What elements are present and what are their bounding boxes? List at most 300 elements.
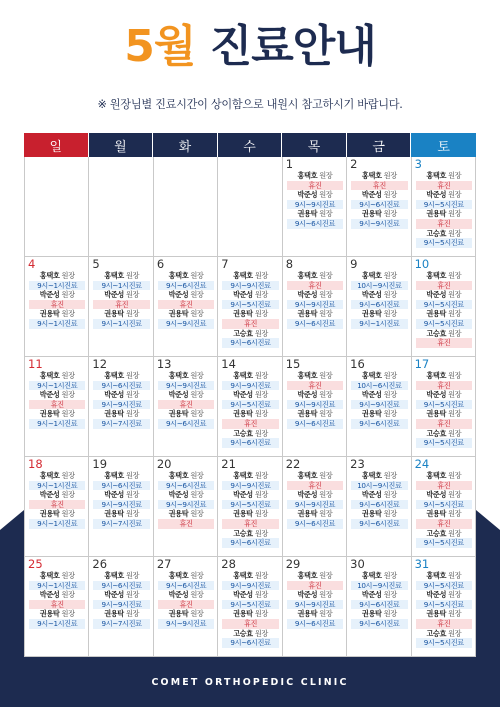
doctor-title: 원장 [125,290,140,300]
day-number: 1 [285,157,294,171]
doctor-title: 원장 [125,590,140,600]
day-number: 28 [221,557,236,571]
doctor-name-text: 박준성 [168,290,189,300]
day-off-badge: 휴진 [287,281,343,291]
day-number: 20 [156,457,172,471]
clinic-hours-badge: 9시~5시진료 [222,300,278,310]
day-off-badge: 휴진 [416,338,472,348]
doctor-title: 원장 [190,590,204,600]
doctor-title: 원장 [254,309,268,319]
doctor-title: 원장 [448,490,462,500]
day-number: 23 [350,457,365,471]
doctor-name [350,309,408,319]
doctor-title: 원장 [61,571,75,580]
calendar-day-cell [154,557,218,657]
doctor-title: 원장 [319,290,333,300]
calendar-day-cell [347,457,411,557]
doctor-name [28,309,86,319]
doctor-title: 원장 [383,390,397,400]
doctor-name-text: 박준성 [426,390,446,400]
doctor-name [157,609,215,619]
day-off-badge: 휴진 [416,381,472,391]
doctor-title: 원장 [383,609,397,619]
day-off-badge: 휴진 [416,219,472,229]
doctor-title: 원장 [190,371,204,380]
calendar-day-cell [283,257,347,357]
doctor-name [92,371,150,381]
doctor-name-text: 박준성 [297,590,318,600]
day-off-badge: 휴진 [222,519,278,529]
doctor-name [350,271,408,281]
calendar [24,133,476,683]
weekday-sunday: 일 [24,133,89,157]
doctor-name-text: 박준성 [297,290,318,300]
clinic-hours-badge: 9시~9시진료 [222,281,278,291]
calendar-day-cell [283,357,347,457]
doctor-title: 원장 [254,609,268,619]
doctor-name-text: 박준성 [426,490,446,500]
doctor-name-text: 박준성 [39,490,60,500]
doctor-name-text: 권용탁 [297,309,318,319]
doctor-title: 원장 [448,390,462,400]
doctor-name [286,490,344,500]
clinic-hours-badge: 9시~6시진료 [93,381,149,391]
doctor-name-text: 박준성 [168,490,189,500]
doctor-title: 원장 [383,209,397,219]
doctor-title: 원장 [383,290,397,300]
doctor-name [286,609,344,619]
clinic-hours-badge: 9시~9시진료 [158,619,214,629]
doctor-name [415,490,473,500]
doctor-name-text: 권용탁 [168,509,189,519]
clinic-hours-badge: 9시~9시진료 [158,381,214,391]
day-off-badge: 휴진 [287,181,343,191]
doctor-name [415,209,473,219]
doctor-title: 원장 [383,271,397,280]
doctor-title: 원장 [448,290,462,300]
day-number: 4 [28,257,36,271]
doctor-name-text: 고승효 [233,628,253,638]
doctor-title: 원장 [448,271,462,280]
doctor-name [286,571,344,581]
doctor-name [415,429,473,439]
doctor-name-text: 홍택호 [426,571,446,580]
doctor-title: 원장 [319,409,333,419]
clinic-hours-badge: 9시~9시진료 [287,600,343,610]
doctor-title: 원장 [448,328,462,338]
doctor-name [221,290,279,300]
doctor-name [286,171,344,181]
clinic-hours-badge: 9시~5시진료 [416,638,472,648]
doctor-name [415,329,473,339]
clinic-hours-badge: 9시~1시진료 [93,319,149,329]
doctor-name [92,490,150,500]
doctor-name-text: 홍택호 [426,471,446,480]
doctor-name [286,509,344,519]
doctor-title: 원장 [448,509,462,519]
doctor-name [415,590,473,600]
doctor-name [221,429,279,439]
doctor-title: 원장 [190,409,204,419]
clinic-hours-badge: 9시~6시진료 [93,581,149,591]
day-off-badge: 휴진 [287,581,343,591]
doctor-title: 원장 [61,290,75,300]
doctor-name [28,571,86,581]
doctor-name-text: 고승효 [426,428,446,438]
doctor-name [221,609,279,619]
day-number: 18 [28,457,43,471]
doctor-name-text: 박준성 [39,590,60,600]
title-month: 5월 [124,21,196,72]
doctor-name [92,271,150,281]
doctor-name-text: 홍택호 [104,471,124,480]
doctor-title: 원장 [61,271,75,280]
doctor-title: 원장 [448,209,462,219]
clinic-hours-badge: 9시~5시진료 [222,400,278,410]
doctor-name-text: 권용탁 [361,509,382,519]
doctor-name [221,309,279,319]
clinic-hours-badge: 9시~6시진료 [351,619,407,629]
doctor-name-text: 홍택호 [104,371,124,380]
clinic-hours-badge: 10시~9시진료 [351,281,407,291]
doctor-title: 원장 [254,590,268,600]
clinic-hours-badge: 9시~1시진료 [29,619,85,629]
calendar-day-cell [412,357,476,457]
doctor-name-text: 홍택호 [39,471,60,480]
day-off-badge: 휴진 [222,419,278,429]
doctor-name-text: 권용탁 [168,309,189,319]
doctor-name [157,590,215,600]
doctor-name-text: 홍택호 [361,271,382,280]
calendar-day-cell [283,157,347,257]
doctor-name [350,409,408,419]
doctor-name [415,471,473,481]
doctor-name [157,571,215,581]
clinic-hours-badge: 9시~6시진료 [351,500,407,510]
clinic-hours-badge: 9시~1시진료 [29,481,85,491]
doctor-title: 원장 [319,390,333,400]
calendar-day-cell [412,457,476,557]
doctor-name-text: 박준성 [39,390,60,400]
doctor-name-text: 권용탁 [361,409,382,419]
calendar-day-cell [218,357,282,457]
doctor-name [415,509,473,519]
doctor-name [415,271,473,281]
doctor-name-text: 홍택호 [297,271,318,280]
doctor-name-text: 박준성 [168,390,189,400]
doctor-name [221,590,279,600]
doctor-title: 원장 [383,409,397,419]
doctor-name [350,609,408,619]
page-title [0,22,500,72]
doctor-title: 원장 [61,409,75,419]
doctor-title: 원장 [254,471,268,480]
calendar-day-cell [89,257,153,357]
calendar-day-cell [283,557,347,657]
doctor-name [286,190,344,200]
clinic-hours-badge: 9시~1시진료 [29,381,85,391]
doctor-title: 원장 [254,290,268,300]
doctor-name [157,390,215,400]
clinic-hours-badge: 9시~9시진료 [222,581,278,591]
calendar-day-cell [25,257,89,357]
day-off-badge: 휴진 [416,481,472,491]
doctor-name-text: 고승효 [426,328,446,338]
doctor-name-text: 권용탁 [104,409,124,419]
doctor-title: 원장 [448,409,462,419]
doctor-name-text: 권용탁 [233,409,253,419]
doctor-name [350,209,408,219]
doctor-name [415,229,473,239]
doctor-name [157,290,215,300]
doctor-title: 원장 [383,471,397,480]
doctor-title: 원장 [125,371,140,380]
doctor-name-text: 박준성 [297,190,318,200]
doctor-name-text: 홍택호 [104,571,124,580]
doctor-title: 원장 [190,509,204,519]
doctor-name [286,271,344,281]
doctor-title: 원장 [190,490,204,500]
doctor-name-text: 권용탁 [297,509,318,519]
day-off-badge: 휴진 [416,181,472,191]
doctor-title: 원장 [383,490,397,500]
title-rest: 진료안내 [195,21,376,72]
day-off-badge: 휴진 [29,500,85,510]
day-number: 27 [156,557,172,571]
doctor-name-text: 홍택호 [168,571,189,580]
doctor-name-text: 권용탁 [104,309,124,319]
doctor-name-text: 홍택호 [297,371,318,380]
doctor-name [92,609,150,619]
doctor-name [286,590,344,600]
doctor-title: 원장 [61,309,75,319]
doctor-name [221,390,279,400]
day-number: 19 [92,457,108,471]
doctor-name-text: 권용탁 [39,609,60,619]
clinic-hours-badge: 9시~5시진료 [416,500,472,510]
doctor-name [221,271,279,281]
doctor-name-text: 권용탁 [39,309,60,319]
clinic-hours-badge: 10시~9시진료 [351,581,407,591]
doctor-name [350,371,408,381]
doctor-title: 원장 [383,509,397,519]
clinic-hours-badge: 9시~5시진료 [222,500,278,510]
clinic-hours-badge: 9시~1시진료 [351,319,407,329]
doctor-name [221,329,279,339]
doctor-name-text: 박준성 [361,590,382,600]
clinic-hours-badge: 9시~9시진료 [93,600,149,610]
doctor-name [92,590,150,600]
clinic-hours-badge: 9시~6시진료 [287,519,343,529]
clinic-hours-badge: 9시~5시진료 [416,300,472,310]
doctor-name [92,390,150,400]
doctor-name [221,509,279,519]
day-off-badge: 휴진 [29,400,85,410]
clinic-hours-badge: 9시~6시진료 [222,438,278,448]
doctor-name-text: 권용탁 [233,309,253,319]
doctor-name [157,409,215,419]
doctor-name [28,390,86,400]
weekday-wednesday: 수 [218,133,283,157]
doctor-name [157,371,215,381]
clinic-hours-badge: 9시~7시진료 [93,419,149,429]
doctor-name-text: 홍택호 [297,571,318,580]
weekday-thursday: 목 [282,133,347,157]
clinic-hours-badge: 9시~6시진료 [351,519,407,529]
doctor-title: 원장 [125,271,140,280]
doctor-title: 원장 [448,171,462,180]
doctor-name [415,529,473,539]
doctor-name [28,490,86,500]
day-number: 30 [350,557,365,571]
calendar-day-cell [283,457,347,557]
doctor-title: 원장 [319,309,333,319]
day-off-badge: 휴진 [222,619,278,629]
doctor-name [221,371,279,381]
doctor-name [28,609,86,619]
doctor-name-text: 홍택호 [361,571,382,580]
calendar-day-cell [89,557,153,657]
clinic-hours-badge: 9시~1시진료 [29,281,85,291]
doctor-title: 원장 [448,528,462,538]
doctor-name-text: 권용탁 [39,509,60,519]
doctor-name-text: 홍택호 [168,271,189,280]
doctor-name-text: 박준성 [297,390,318,400]
doctor-name-text: 권용탁 [168,609,189,619]
doctor-name [415,390,473,400]
day-off-badge: 휴진 [416,419,472,429]
clinic-hours-badge: 9시~5시진료 [416,438,472,448]
day-off-badge: 휴진 [416,281,472,291]
doctor-title: 원장 [125,409,140,419]
doctor-name [415,309,473,319]
doctor-name-text: 홍택호 [39,271,60,280]
doctor-title: 원장 [254,271,268,280]
doctor-title: 원장 [383,371,397,380]
doctor-title: 원장 [125,471,140,480]
doctor-title: 원장 [254,328,268,338]
doctor-name-text: 권용탁 [297,409,318,419]
doctor-name-text: 권용탁 [168,409,189,419]
doctor-title: 원장 [319,209,333,219]
doctor-title: 원장 [319,509,333,519]
doctor-name-text: 박준성 [168,590,189,600]
day-off-badge: 휴진 [158,519,214,529]
doctor-name-text: 권용탁 [361,309,382,319]
doctor-name [28,590,86,600]
calendar-day-cell [25,557,89,657]
clinic-hours-badge: 9시~9시진료 [158,500,214,510]
doctor-name-text: 권용탁 [39,409,60,419]
doctor-name [92,290,150,300]
doctor-title: 원장 [125,309,140,319]
doctor-title: 원장 [254,371,268,380]
clinic-hours-badge: 9시~6시진료 [158,281,214,291]
doctor-name [157,490,215,500]
doctor-name [415,629,473,639]
doctor-name-text: 권용탁 [361,209,382,219]
doctor-name [350,390,408,400]
doctor-name [157,309,215,319]
clinic-hours-badge: 9시~6시진료 [287,319,343,329]
doctor-name [350,571,408,581]
doctor-name [415,409,473,419]
clinic-hours-badge: 9시~1시진료 [29,519,85,529]
calendar-day-cell [154,457,218,557]
doctor-title: 원장 [125,490,140,500]
doctor-name-text: 고승효 [233,528,253,538]
clinic-hours-badge: 9시~9시진료 [93,400,149,410]
doctor-title: 원장 [190,390,204,400]
doctor-name [350,490,408,500]
day-number: 7 [221,257,229,271]
clinic-hours-badge: 9시~6시진료 [351,200,407,210]
day-number: 11 [28,357,43,371]
day-number: 6 [156,257,165,271]
doctor-name-text: 홍택호 [233,571,253,580]
calendar-day-cell [347,557,411,657]
clinic-hours-badge: 9시~6시진료 [158,481,214,491]
day-off-badge: 휴진 [158,600,214,610]
doctor-name-text: 권용탁 [361,609,382,619]
day-off-badge: 휴진 [93,300,149,310]
doctor-title: 원장 [254,509,268,519]
doctor-name [28,371,86,381]
doctor-name [221,571,279,581]
day-number: 26 [92,557,108,571]
doctor-name [221,529,279,539]
calendar-day-cell [218,157,282,257]
doctor-name-text: 홍택호 [233,271,253,280]
doctor-title: 원장 [254,490,268,500]
doctor-name [221,471,279,481]
clinic-hours-badge: 9시~1시진료 [29,319,85,329]
doctor-title: 원장 [254,628,268,638]
doctor-title: 원장 [448,628,462,638]
doctor-title: 원장 [448,309,462,319]
clinic-hours-badge: 9시~5시진료 [416,319,472,329]
doctor-name [350,290,408,300]
doctor-name [286,290,344,300]
weekday-tuesday: 화 [153,133,218,157]
doctor-name-text: 홍택호 [168,371,189,380]
clinic-hours-badge: 9시~7시진료 [93,519,149,529]
doctor-title: 원장 [254,428,268,438]
day-off-badge: 휴진 [416,619,472,629]
doctor-name [221,629,279,639]
doctor-title: 원장 [319,371,333,380]
doctor-title: 원장 [190,309,204,319]
doctor-title: 원장 [383,590,397,600]
doctor-name [350,171,408,181]
doctor-title: 원장 [125,609,140,619]
clinic-hours-badge: 9시~5시진료 [416,200,472,210]
doctor-name-text: 홍택호 [361,171,382,180]
day-number: 29 [285,557,301,571]
weekday-header [24,133,476,157]
doctor-name [92,471,150,481]
doctor-title: 원장 [125,571,140,580]
doctor-name [28,271,86,281]
day-number: 24 [414,457,430,471]
doctor-title: 원장 [254,571,268,580]
doctor-name-text: 홍택호 [104,271,124,280]
calendar-day-cell [218,557,282,657]
doctor-name-text: 권용탁 [426,509,446,519]
doctor-title: 원장 [319,171,333,180]
doctor-name-text: 박준성 [104,390,124,400]
day-number: 31 [414,557,430,571]
